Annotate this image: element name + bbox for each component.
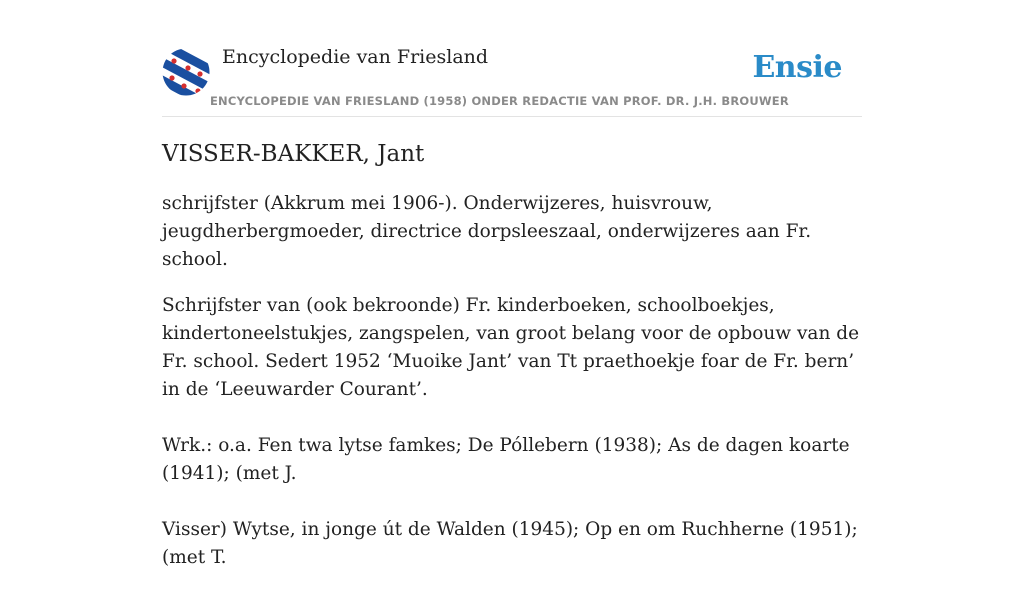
article-paragraph: schrijfster (Akkrum mei 1906-). Onderwijzeres, huisvrouw, jeugdherbergmoeder, directrice dorpsleeszaal, onderwijzeres aan Fr. school. (162, 193, 812, 270)
site-header (162, 44, 862, 117)
brand-logo-link[interactable]: Ensie (752, 50, 842, 85)
encyclopedia-subtitle: ENCYCLOPEDIE VAN FRIESLAND (1958) ONDER REDACTIE VAN PROF. DR. J.H. BROUWER (210, 94, 789, 108)
site-title[interactable]: Encyclopedie van Friesland (222, 46, 489, 68)
frisian-flag-icon[interactable] (162, 48, 210, 96)
article-paragraph: Visser) Wytse, in jonge út de Walden (1945); Op en om Ruchherne (1951); (met T. (162, 519, 858, 568)
article-content (162, 136, 872, 590)
article-paragraph: Wrk.: o.a. Fen twa lytse famkes; De Póllebern (1938); As de dagen koarte (1941); (met J. (162, 435, 850, 484)
article-title: VISSER-BAKKER, Jant (162, 141, 425, 167)
article-paragraph: Schrijfster van (ook bekroonde) Fr. kinderboeken, schoolboekjes, kindertoneelstukjes, zangspelen, van groot belang voor de opbouw van de Fr. school. Sedert 1952 ‘Muoike Jant’ van Tt praethoekje foar de Fr. bern’ in de ‘Leeuwarder Courant’. (162, 295, 860, 400)
